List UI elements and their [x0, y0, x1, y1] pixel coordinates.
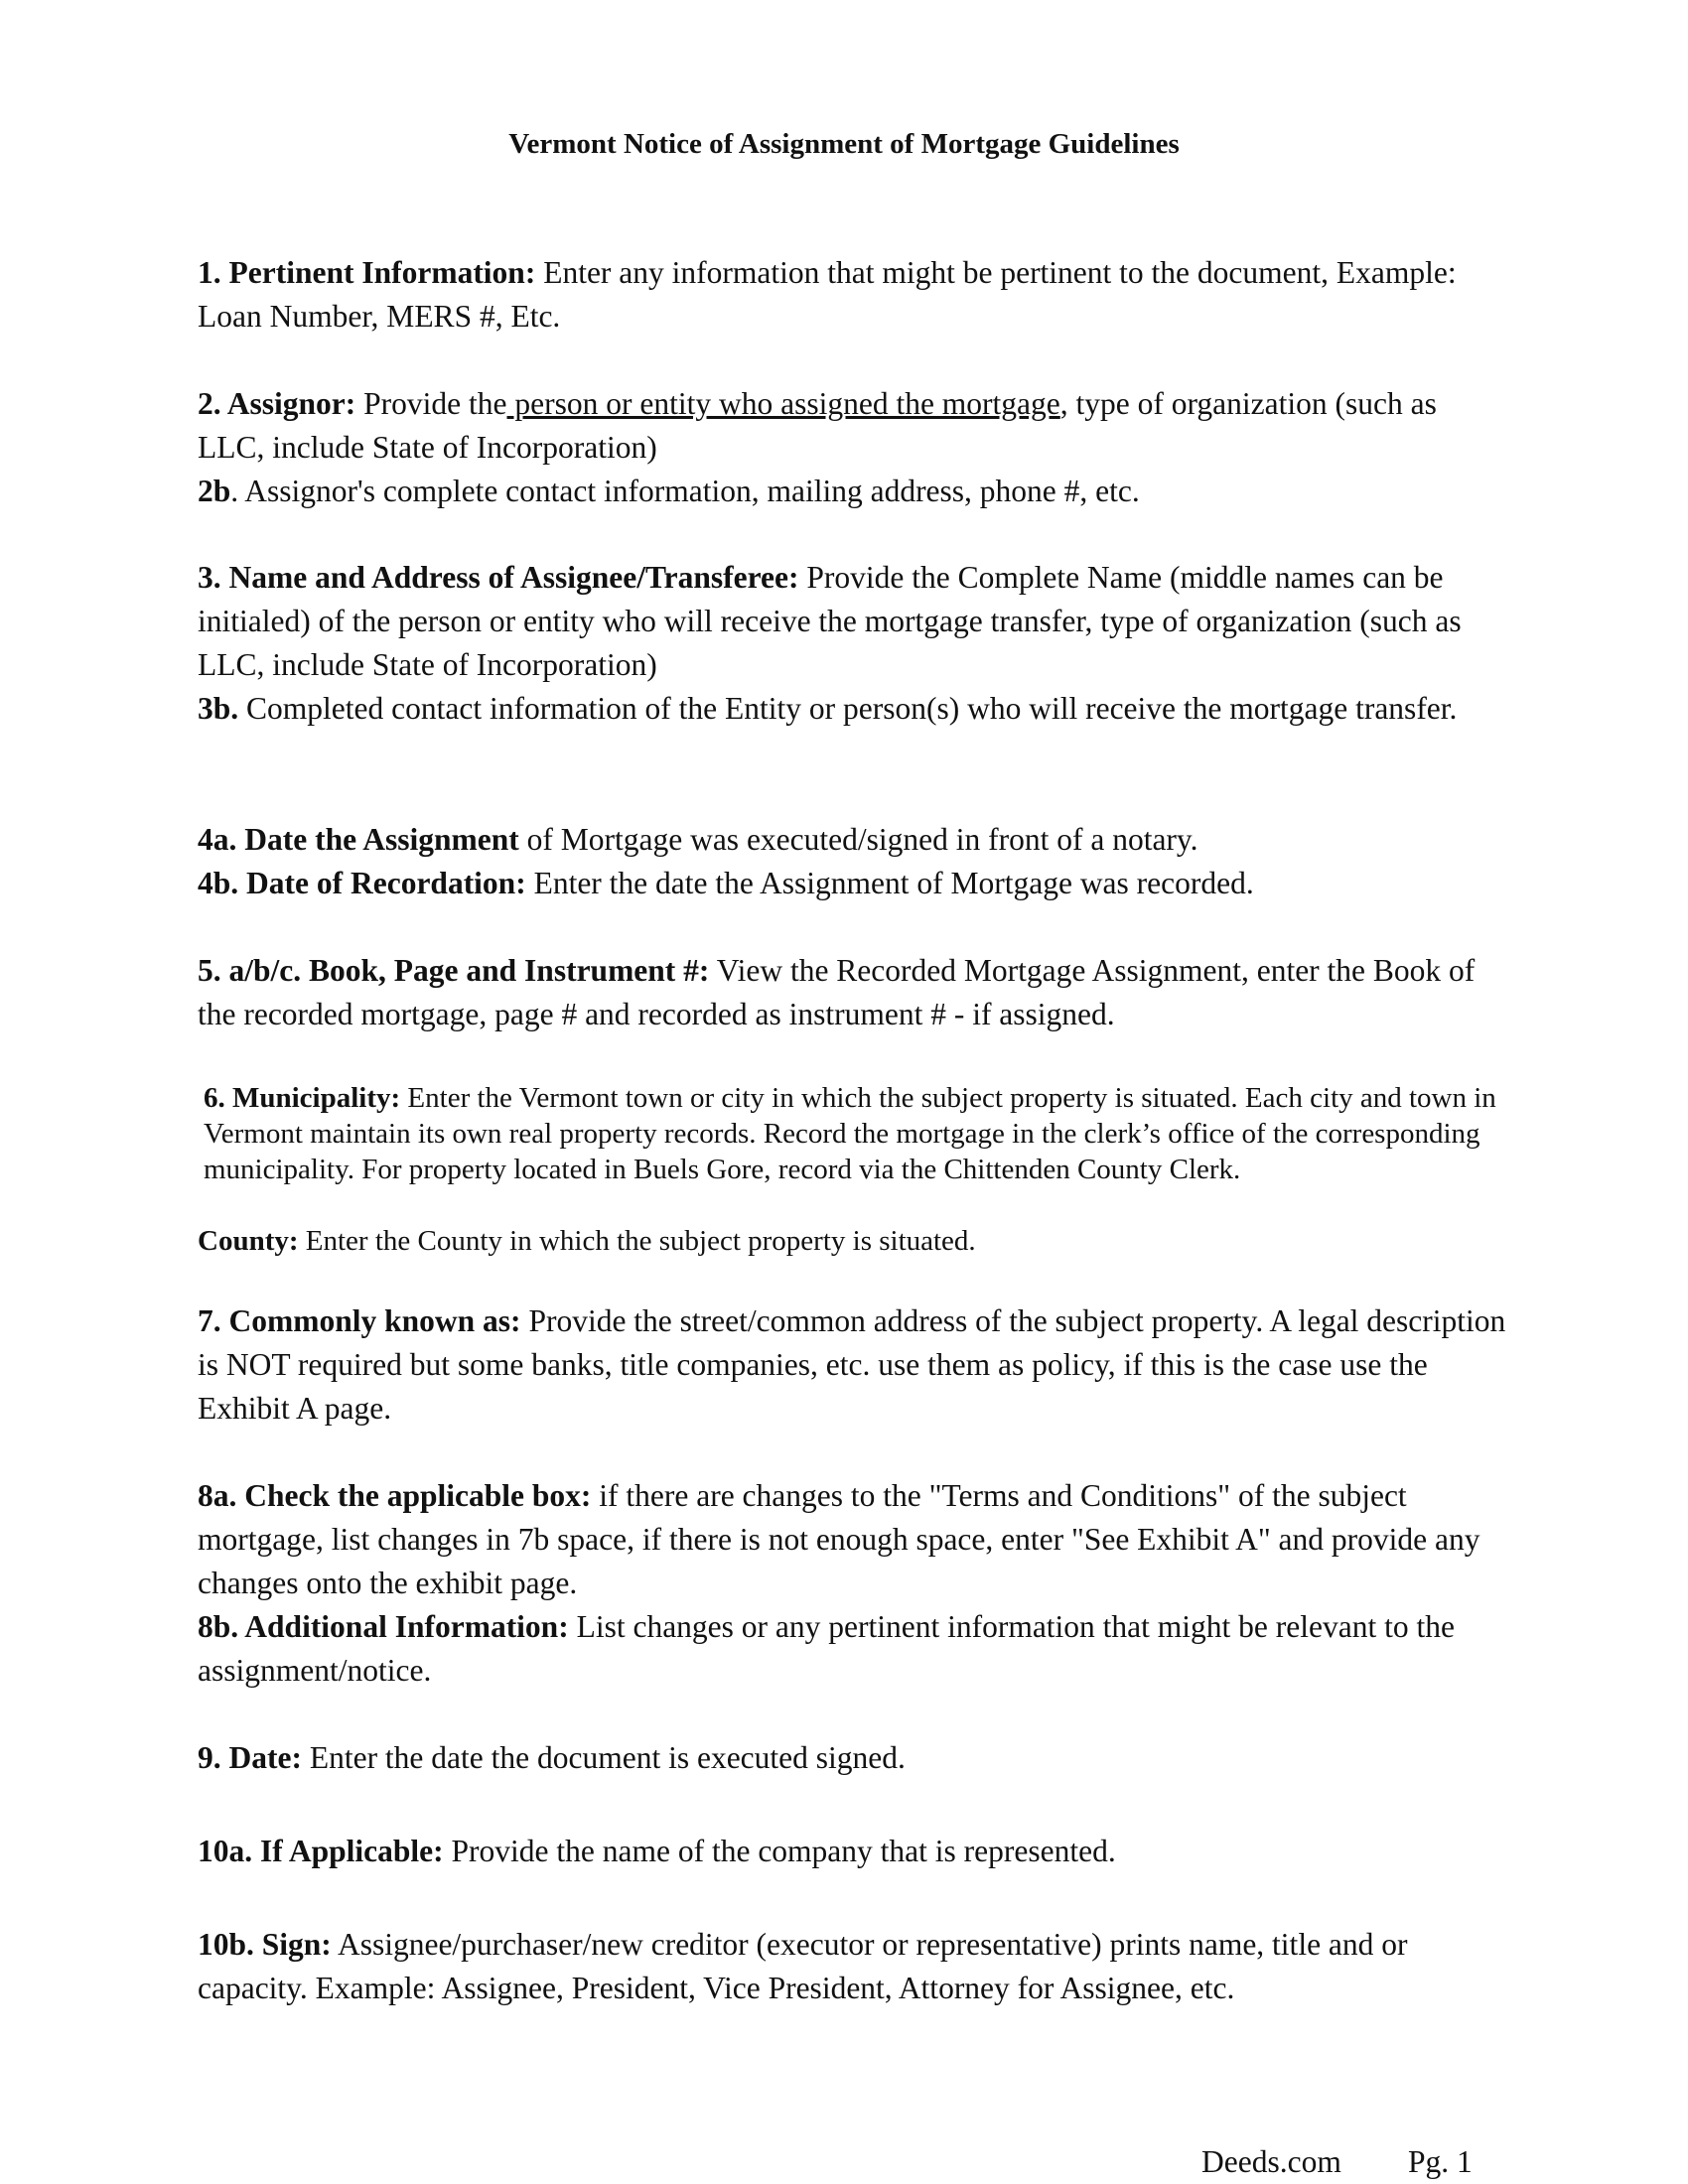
- section-2-underlined: person or entity who assigned the mortgage: [506, 386, 1060, 421]
- section-1-text: Enter any information that might be pertinent to the document, Example: Loan Number, MERS #, Etc.: [198, 255, 1457, 334]
- section-7-text: Provide the street/common address of the subject property. A legal description is NOT required but some banks, title companies, etc. use them as policy, if this is the case use the Exhibit A page.: [198, 1303, 1506, 1426]
- section-3b-label: 3b.: [198, 691, 239, 726]
- section-3-text: Provide the Complete Name (middle names can be initialed) of the person or entity who will receive the mortgage transfer, type of organization (such as LLC, include State of Incorporation): [198, 560, 1462, 682]
- section-1: [198, 251, 1508, 339]
- section-10a-label: 10a. If Applicable:: [198, 1834, 444, 1868]
- section-4a-text: of Mortgage was executed/signed in front of a notary.: [518, 822, 1198, 857]
- section-3b: [198, 687, 1508, 731]
- section-4b-text: Enter the date the Assignment of Mortgage was recorded.: [525, 866, 1254, 900]
- section-10a: [198, 1830, 1508, 1873]
- section-2-pre: Provide the: [355, 386, 507, 421]
- section-6-county-text: Enter the County in which the subject property is situated.: [298, 1225, 976, 1257]
- section-2-post: , type of organization (such as LLC, include State of Incorporation): [198, 386, 1437, 465]
- section-3: [198, 556, 1508, 687]
- section-2b-text: . Assignor's complete contact information, mailing address, phone #, etc.: [230, 474, 1140, 508]
- section-6-county: [198, 1223, 1508, 1259]
- section-5: [198, 949, 1508, 1036]
- section-2b: [198, 470, 1508, 513]
- footer-site: Deeds.com: [1201, 2144, 1341, 2179]
- section-10a-text: Provide the name of the company that is represented.: [443, 1834, 1116, 1868]
- section-8b-label: 8b. Additional Information:: [198, 1609, 569, 1644]
- section-4b-label: 4b. Date of Recordation:: [198, 866, 526, 900]
- section-8b: [198, 1605, 1508, 1693]
- section-4a-label: 4a. Date the Assignment: [198, 822, 519, 857]
- section-2-label: 2. Assignor:: [198, 386, 356, 421]
- section-4a: [198, 818, 1508, 862]
- section-8a-label: 8a. Check the applicable box:: [198, 1478, 592, 1513]
- section-6-county-label: County:: [198, 1225, 299, 1257]
- section-5-text: View the Recorded Mortgage Assignment, enter the Book of the recorded mortgage, page # and recorded as instrument # - if assigned.: [198, 953, 1476, 1031]
- section-7-label: 7. Commonly known as:: [198, 1303, 521, 1338]
- section-10b-text: Assignee/purchaser/new creditor (executor or representative) prints name, title and or capacity. Example: Assignee, President, Vice President, Attorney for Assignee, etc.: [198, 1927, 1408, 2005]
- section-8b-text: List changes or any pertinent information that might be relevant to the assignment/notice.: [198, 1609, 1455, 1688]
- section-10b: [198, 1923, 1508, 2010]
- section-2: [198, 382, 1508, 470]
- section-5-label: 5. a/b/c. Book, Page and Instrument #:: [198, 953, 710, 988]
- page-title: Vermont Notice of Assignment of Mortgage Guidelines: [508, 128, 1180, 160]
- section-9: [198, 1736, 1508, 1780]
- section-6: [204, 1080, 1500, 1187]
- section-9-label: 9. Date:: [198, 1740, 302, 1775]
- footer-page-number: Pg. 1: [1408, 2144, 1473, 2179]
- section-3b-text: Completed contact information of the Entity or person(s) who will receive the mortgage transfer.: [238, 691, 1458, 726]
- section-6-label: 6. Municipality:: [204, 1082, 401, 1114]
- section-2b-label: 2b: [198, 474, 231, 508]
- section-4b: [198, 862, 1508, 905]
- section-10b-label: 10b. Sign:: [198, 1927, 332, 1962]
- section-1-label: 1. Pertinent Information:: [198, 255, 536, 290]
- section-6-text: Enter the Vermont town or city in which the subject property is situated. Each city and town in Vermont maintain its own real property records. Record the mortgage in the clerk’s office of the corresponding municipality. For property located in Buels Gore, record via the Chittenden County Clerk.: [204, 1082, 1496, 1185]
- section-8a-text: if there are changes to the "Terms and Conditions" of the subject mortgage, list changes in 7b space, if there is not enough space, enter "See Exhibit A" and provide any changes onto the exhibit page.: [198, 1478, 1480, 1600]
- section-9-text: Enter the date the document is executed signed.: [301, 1740, 906, 1775]
- section-3-label: 3. Name and Address of Assignee/Transferee:: [198, 560, 799, 595]
- section-7: [198, 1299, 1508, 1431]
- section-8a: [198, 1474, 1508, 1605]
